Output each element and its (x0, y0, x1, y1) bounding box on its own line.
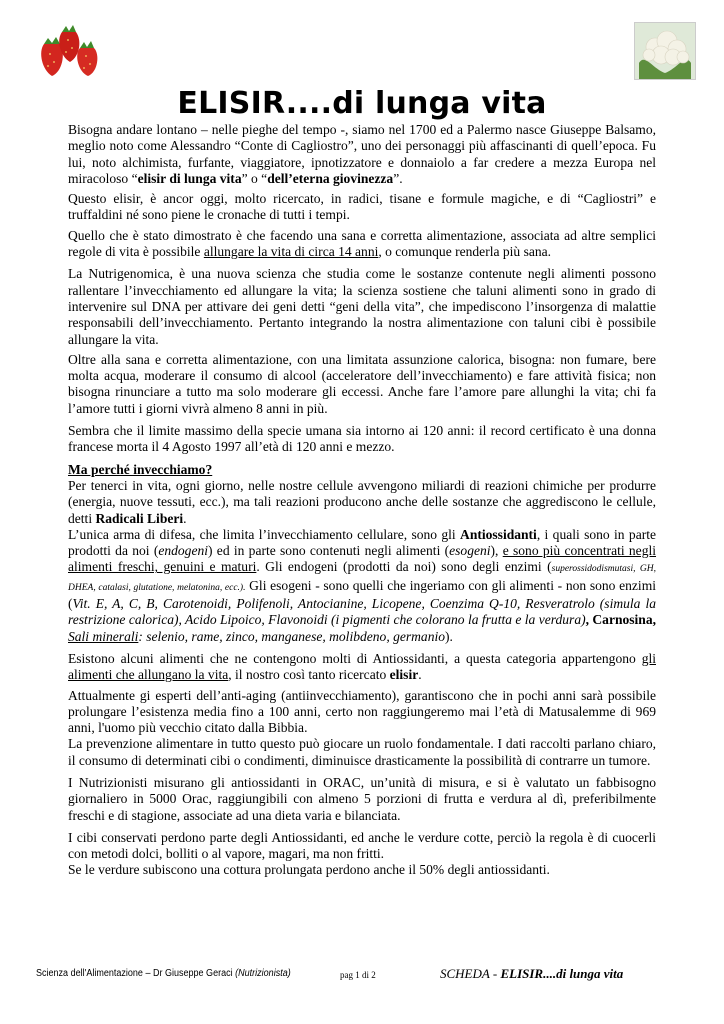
footer-page-number: pag 1 di 2 (340, 970, 376, 980)
paragraph-elisir-foods: Esistono alcuni alimenti che ne contengono molti di Antiossidanti, a questa categoria appartengono gli alimenti che allungano la vita, il nostro così tanto ricercato elisir. (68, 650, 656, 683)
paragraph-anti-aging: Attualmente gi esperti dell’anti-aging (antiinvecchiamento), garantiscono che in pochi anni sarà possibile prolungare l’esistenza media fino a 100 anni, certo non raggiungeremo mai l’età di Matusalemme di 969 anni, l'uomo più vecchio citato dalla Bibbia. (68, 687, 656, 736)
paragraph-nutrigenomics: La Nutrigenomica, è una nuova scienza che studia come le sostanze contenute negli alimenti possono rallentare l’invecchiamento ed allungare la vita; la scienza sostiene che taluni alimenti sono in grado di intervenire sul DNA per attivare dei geni detti “geni della vita”, che impediscono l’insorgenza di malattie responsabili dell’invecchiamento. Pertanto integrando la nostra alimentazione con taluni cibi è possibile allungare la vita. (68, 266, 656, 347)
paragraph-intro: Bisogna andare lontano – nelle pieghe del tempo -, siamo nel 1700 ed a Palermo nasce Giuseppe Balsamo, meglio noto come Alessandro “Conte di Cagliostro”, uno dei personaggi più affascinanti di quell’epoca. Fu lui, noto alchimista, furfante, viaggiatore, ipnotizzatore e donnaiolo a far credere a mezza Europa nel miracoloso “elisir di lunga vita” o “dell’eterna giovinezza”. (68, 122, 656, 186)
strawberries-image (36, 22, 102, 78)
paragraph-antioxidants: L’unica arma di difesa, che limita l’invecchiamento cellulare, sono gli Antiossidanti, i quali sono in parte prodotti da noi (endogeni) ed in parte sono contenuti negli alimenti (esogeni), e sono più concentrati negli alimenti freschi, genuini e maturi. Gli endogeni (prodotti da noi) sono degli enzimi (superossidodismutasi, GH, DHEA, catalasi, glutatione, melatonina, ecc.). Gli esogeni - sono quelli che ingeriamo con gli alimenti - non sono enzimi (Vit. E, A, C, B, Carotenoidi, Polifenoli, Antocianine, Licopene, Coenzima Q-10, Resveratrolo (simula la restrizione calorica), Acido Lipoico, Flavonoidi (i pigmenti che colorano la frutta e la verdura), Carnosina, Sali minerali: selenio, rame, zinco, manganese, molibdeno, germanio). (68, 526, 657, 644)
paragraph-cooking: Se le verdure subiscono una cottura prolungata perdono anche il 50% degli antiossidanti. (68, 862, 550, 878)
paragraph-lifestyle: Oltre alla sana e corretta alimentazione, con una limitata assunzione calorica, bisogna: non fumare, bere molta acqua, moderare il consumo di alcool (acceleratore dell’invecchiamento) e fare attività fisica; non bisogna rinunciare a tutto ma solo moderare gli eccessi. Anche fare l’amore pare allunghi la vita; chi fa l’amore tutti i giorni vivrà almeno 8 anni in più. (68, 351, 656, 416)
article-body (68, 122, 656, 879)
paragraph-record: Sembra che il limite massimo della specie umana sia intorno ai 120 anni: il record certificato è una donna francese morta il 4 Agosto 1997 all’età di 120 anni e mezzo. (68, 423, 656, 455)
paragraph-healthy-eating: Quello che è stato dimostrato è che facendo una sana e corretta alimentazione, associata ad altre semplici regole di vita è possibile allungare la vita di circa 14 anni, o comunque renderla più sana. (68, 227, 656, 260)
page-footer (0, 962, 724, 990)
paragraph-elisir-today: Questo elisir, è ancor oggi, molto ricercato, in radici, tisane e formule magiche, e di “Cagliostri” e truffaldini né sono piene le cronache di tutti i tempi. (68, 191, 656, 223)
footer-author: Scienza dell'Alimentazione – Dr Giuseppe Geraci (Nutrizionista) (36, 968, 291, 979)
cauliflower-image (634, 22, 696, 80)
section-heading: Ma perché invecchiamo? (68, 461, 213, 477)
paragraph-orac: I Nutrizionisti misurano gli antiossidanti in ORAC, un’unità di misura, e si è valutato un fabbisogno giornaliero in 5000 Orac, raggiungibili con almeno 5 porzioni di frutta e verdura al dì, preferibilmente freschi e di stagione, associate ad una dieta varia e bilanciata. (68, 774, 656, 823)
page-title: ELISIR....di lunga vita (177, 86, 547, 121)
paragraph-free-radicals: Per tenerci in vita, ogni giorno, nelle nostre cellule avvengono miliardi di reazioni chimiche per produrre (energia, nuove tessuti, ecc.), ma tali reazioni producono anche delle sostanze che aggrediscono le cellule, detti Radicali Liberi. (68, 477, 656, 526)
footer-doc-title: SCHEDA - ELISIR....di lunga vita (440, 966, 624, 981)
paragraph-prevention: La prevenzione alimentare in tutto questo può giocare un ruolo fondamentale. I dati raccolti parlano chiaro, il consumo di determinati cibi o condimenti, diminuisce drasticamente la possibilità di contrarre un tumore. (68, 736, 656, 768)
strawberry-right (77, 41, 97, 76)
paragraph-preserved-food: I cibi conservati perdono parte degli Antiossidanti, ed anche le verdure cotte, perciò la regola è di cuocerli con metodi dolci, bolliti o al vapore, magari, ma non fritti. (68, 829, 656, 862)
